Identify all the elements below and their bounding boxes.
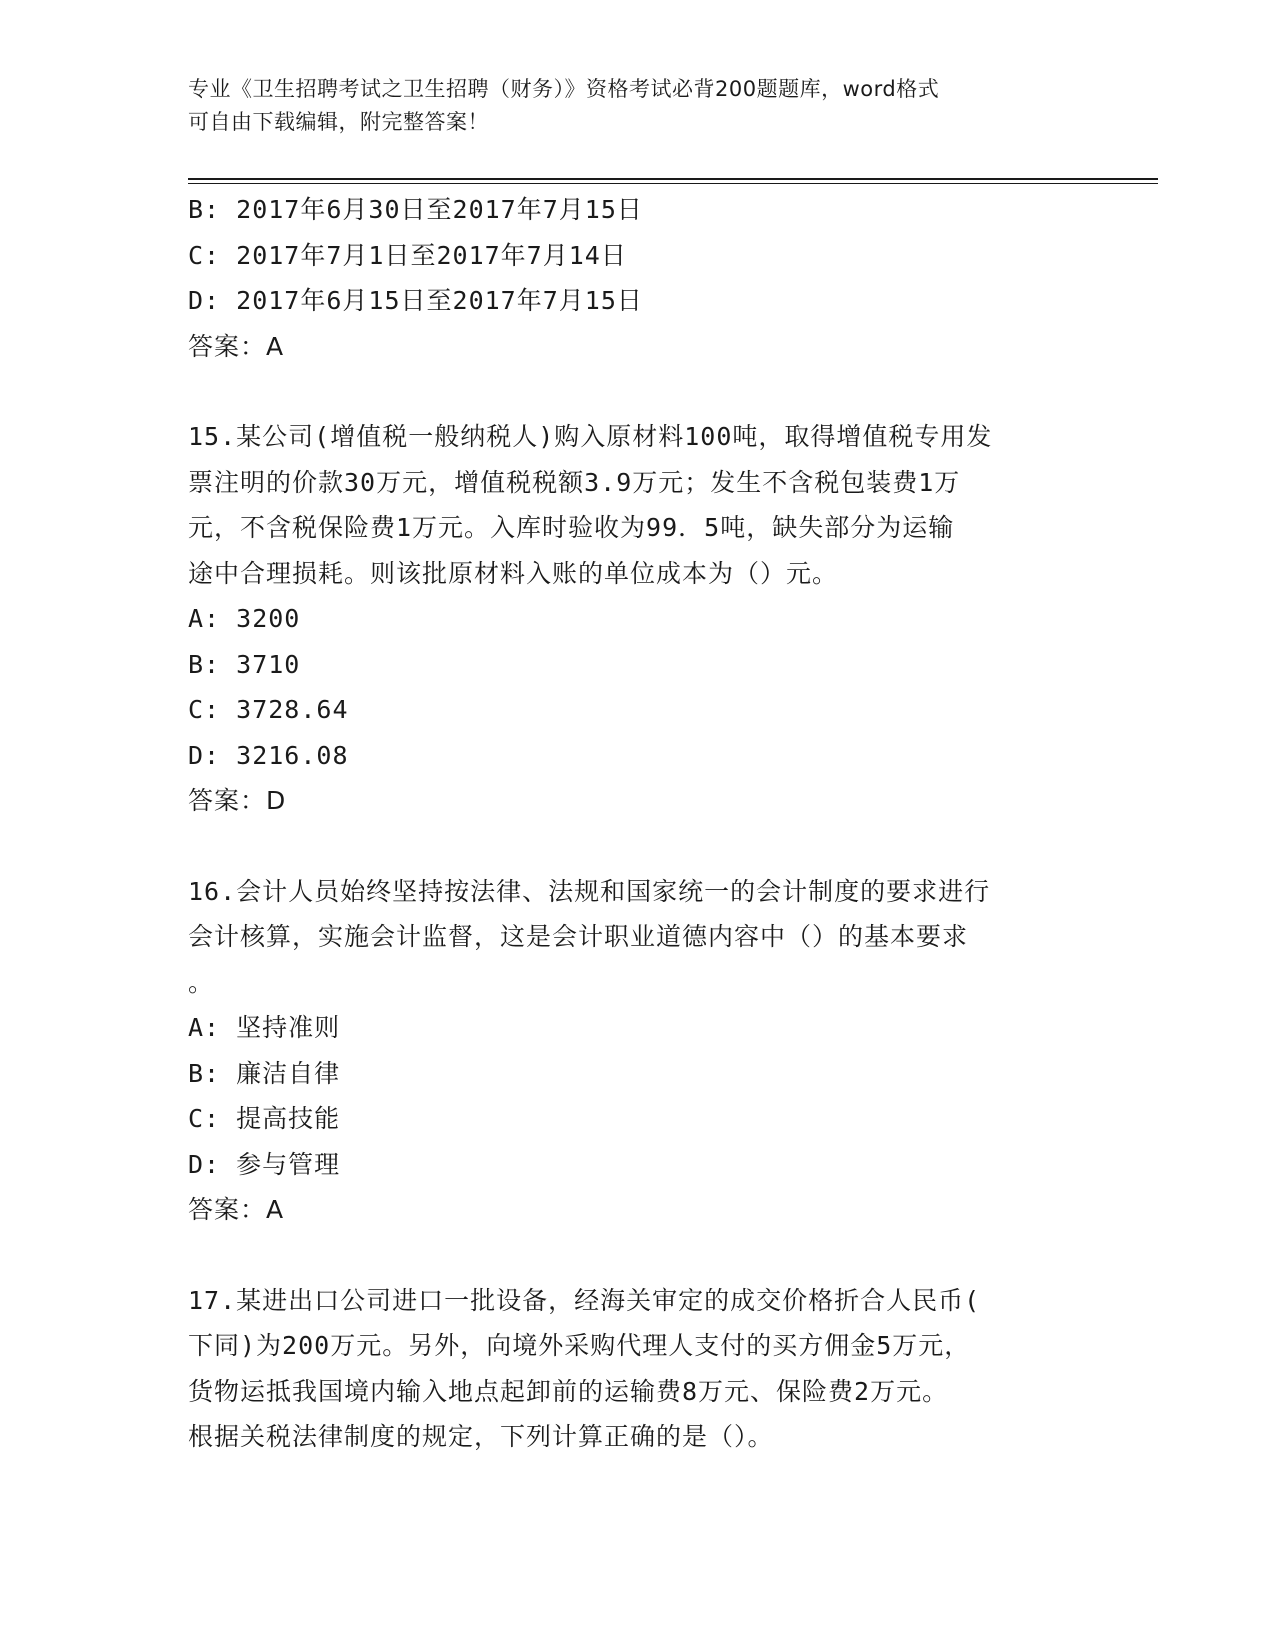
question-stem-line: 17.某进出口公司进口一批设备，经海关审定的成交价格折合人民币(: [188, 1285, 981, 1315]
question-stem-line: 途中合理损耗。则该批原材料入账的单位成本为（）元。: [188, 558, 839, 588]
question-17: [188, 1278, 1068, 1460]
document-header: [188, 73, 1068, 139]
question-15: [188, 414, 1068, 824]
question-stem-line: 根据关税法律制度的规定，下列计算正确的是（）。: [188, 1422, 774, 1451]
question-stem-line: 15.某公司(增值税一般纳税人)购入原材料100吨，取得增值税专用发: [188, 422, 993, 451]
answer-line: 答案：A: [188, 1195, 285, 1224]
question-stem-line: 。: [188, 967, 215, 997]
header-divider-thick: [188, 178, 1158, 180]
document-body: [188, 187, 1068, 1460]
option-b: B: 2017年6月30日至2017年7月15日: [188, 195, 643, 224]
question-stem-line: 票注明的价款30万元，增值税税额3.9万元；发生不含税包装费1万: [188, 467, 961, 497]
option-d: D: 参与管理: [188, 1149, 341, 1179]
option-a: A: 坚持准则: [188, 1013, 341, 1042]
option-b: B: 3710: [188, 649, 301, 679]
question-stem-line: 16.会计人员始终坚持按法律、法规和国家统一的会计制度的要求进行: [188, 876, 991, 906]
option-c: C: 3728.64: [188, 695, 349, 724]
answer-line: 答案：A: [188, 331, 285, 361]
question-stem-line: 会计核算，实施会计监督，这是会计职业道德内容中（）的基本要求: [188, 922, 969, 951]
option-b: B: 廉洁自律: [188, 1058, 341, 1088]
option-d: D: 3216.08: [188, 740, 349, 770]
header-line-2: 可自由下载编辑，附完整答案！: [188, 110, 489, 134]
header-divider-thin: [188, 183, 1158, 184]
header-line-1: 专业《卫生招聘考试之卫生招聘（财务）》资格考试必背200题题库，word格式: [188, 77, 940, 101]
option-c: C: 2017年7月1日至2017年7月14日: [188, 240, 627, 270]
option-a: A: 3200: [188, 604, 301, 633]
question-stem-line: 下同)为200万元。另外，向境外采购代理人支付的买方佣金5万元，: [188, 1331, 971, 1360]
question-16: [188, 869, 1068, 1233]
question-stem-line: 元，不含税保险费1万元。入库时验收为99．5吨，缺失部分为运输: [188, 513, 955, 542]
answer-line: 答案：D: [188, 786, 287, 815]
previous-question-tail: [188, 187, 1068, 369]
question-stem-line: 货物运抵我国境内输入地点起卸前的运输费8万元、保险费2万元。: [188, 1376, 949, 1406]
option-c: C: 提高技能: [188, 1104, 341, 1133]
option-d: D: 2017年6月15日至2017年7月15日: [188, 286, 643, 315]
